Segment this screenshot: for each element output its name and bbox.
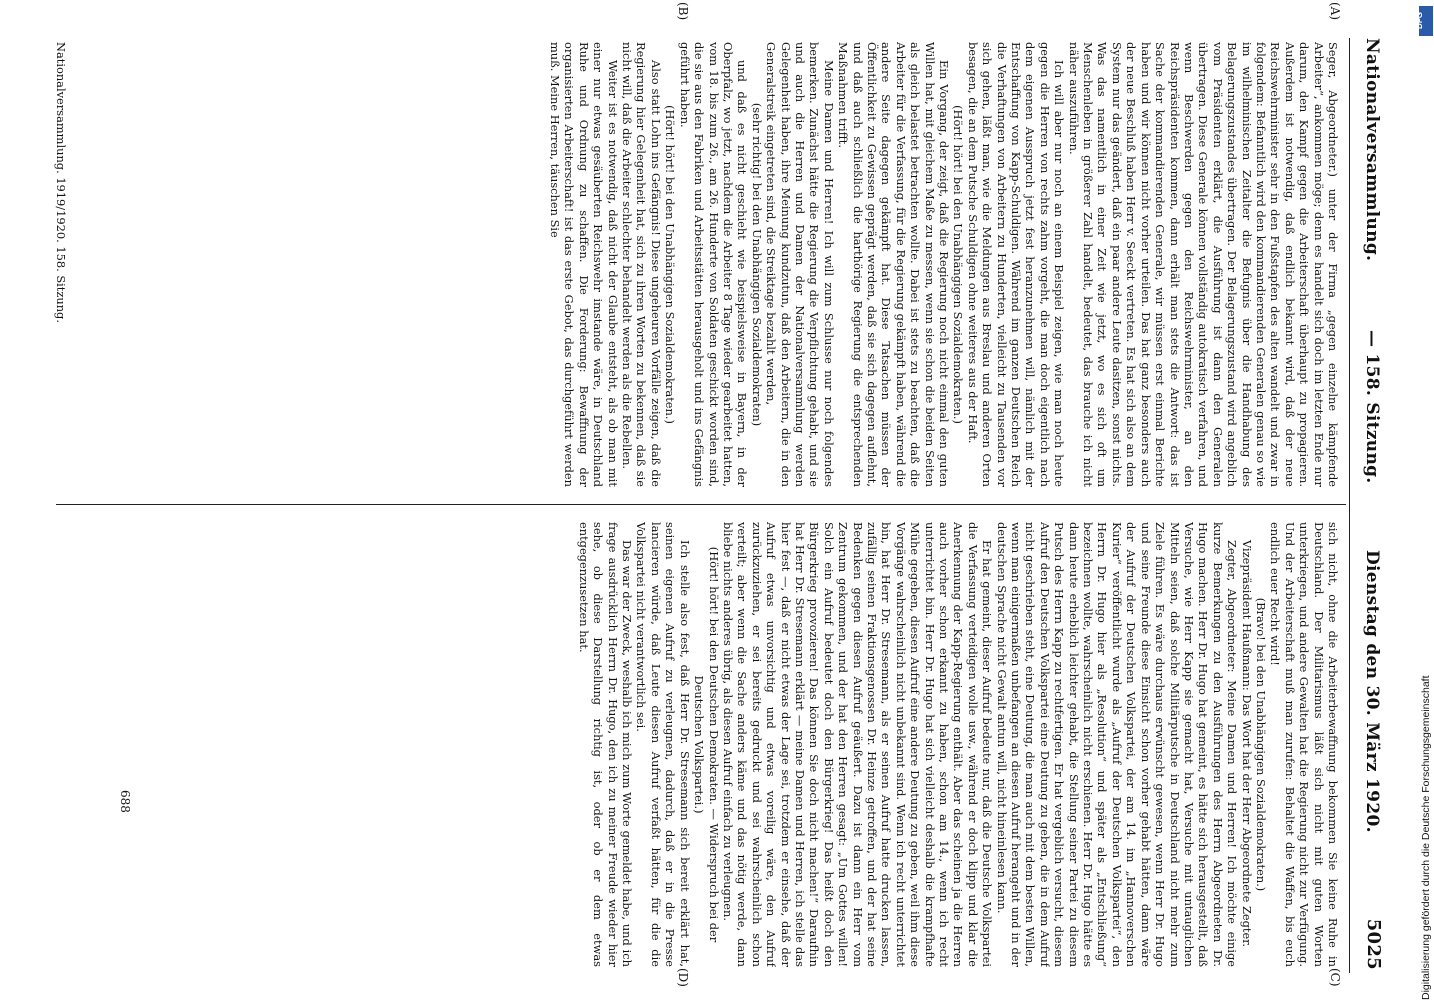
rotated-newspaper-page (50, 2, 1390, 987)
dfg-logo (1414, 6, 1433, 36)
paragraph: Ich will aber nur noch an einem Beispiel zeigen, wie man noch heute gegen die Herren von rechts zahm vorgeht, die man doch eigentlich nach dem eigenen Ausspruch jetzt fest heranzunehmen will, nämlich mit der Entschaffung von Kapp-Schuldigen. Während im ganzen Deutschen Reich die Verhaftungen von Arbeitern zu Hunderten, vielleicht zu Tausenden vor sich gehen, läßt man, wie die Meldungen aus Breslau und anderen Orten besagen, die an dem Putsche Schuldigen ohne weiteres aus der Haft. (965, 42, 1067, 487)
interjection: (Hört! hört! bei den Unabhängigen Sozialdemokraten.) (663, 105, 678, 424)
margin-mark-b: (B) (676, 2, 690, 21)
page-number: 5025 (1363, 918, 1384, 970)
paragraph: Ich stelle also fest, daß Herr Dr. Stresemann sich bereit erklärt hat, seinen eigenen Aufruf zu verleugnen, dadurch, daß er in die Presse lancieren würde, daß Leute diesen Aufruf verfaßt hätten, für die die Volkspartei nicht verantwortlich sei. (634, 522, 692, 967)
paragraph: Meine Damen und Herren! Ich will zum Schlusse nur noch folgendes bemerken. Zunächst hätte die Regierung die Verpflichtung gehabt, und sie und auch die Herren und Damen der Nationalversammlung werden Gelegenheit haben, ihre Meinung kundzutun, daß den Arbeitern, die in den Generalstreik eingetreten sind, die Streiktage bezahlt werden, (764, 42, 836, 487)
left-column (60, 42, 1340, 487)
digitization-note (1418, 0, 1434, 1000)
page-header (1350, 30, 1390, 980)
paragraph: sich nicht, ohne die Arbeiterbewaffnung bekommen Sie keine Ruhe in Deutschland. Der Militarismus läßt sich nicht mit guten Worten unterkriegen, und andere Gewalten hat die Regierung nicht zur Verfügung. Und der Arbeiterschaft muß man zurufen: Behaltet die Waffen, bis euch endlich euer Recht wird! (1268, 522, 1340, 967)
interjection: (Hört! hört! bei den Unabhängigen Sozialdemokraten.) (951, 105, 966, 424)
paragraph: Das war der Zweck, weshalb ich mich zum Worte gemeldet habe, und ich frage ausdrücklich Herrn Dr. Hugo, den ich zu meiner Freude wieder hier sehe, ob diese Darstellung richtig ist, oder ob er dem etwas entgegenzusetzen hat. (576, 522, 635, 967)
header-rule (1349, 38, 1350, 973)
column-divider (56, 504, 1346, 505)
footer-text: Nationalversammlung. 1919/1920. 158. Sitzung. (54, 42, 68, 323)
paragraph: Seger, Abgeordneter.) unter der Firma „gegen einzelne kämpfende Arbeiter“, ankommen möge; denn es handelt sich doch im letzten Ende nur darum, den Kampf gegen die Arbeiterschaft überhaupt zu propagieren. Außerdem ist notwendig, daß endlich bekannt wird, daß der neue Reichswehrminister sehr in den Fußstapfen des alten wandelt und zwar in folgendem: Befanntlich wird den kommandierenden Generalen genau so wie im wilhelminischen Zeitalter die Befugnis über die Handhabung des Belagerungszustandes übertragen. Der Belagerungszustand wird angeblich vom Präsidenten erklärt, die Ausführung ist dann den Generalen übertragen. Diese Generale können vollständig autokratisch verfahren, und wenn Beschwerden gegen den Reichswehrminister, an den Reichspräsidenten kommen, dann erhält man stets die Antwort: das ist Sache der kommandierenden Generale, wir müssen erst einmal Berichte haben und wir können nicht vorher urteilen. Das hat ganz besonders auch der neue Beschluß haben Herr v. Seeckt vertreten. Es hat sich also an dem System nur das geändert, daß ein paar andere Leute dasitzen, sonst nichts. Was das namentlich in einer Zeit wie jetzt, wo es sich oft um Menschenleben in größerer Zahl handelt, bedeutet, das brauche ich nicht näher auszuführen. (1066, 42, 1340, 487)
margin-mark-c: (C) (1328, 968, 1342, 987)
header-mid: — 158. Sitzung. (1362, 330, 1382, 484)
digitization-note-text: Digitalisierung gefördert durch die Deutsche Forschungsgemeinschaft (1420, 675, 1432, 1000)
paragraph: Vizepräsident Haußmann: Das Wort hat der Herr Abgeordnete Zegter. (1239, 540, 1254, 948)
paragraph: Also statt Lohn ins Gefängnis! Diese ungeheuren Vorfälle zeigen, daß die Regierung hier Gelegenheit hat, sich zu ihren Worten zu bekennen, daß sie nicht will, daß die Arbeiter schlechter behandelt werden als die Rebellen. (620, 42, 663, 487)
paragraph: Er hat gemeint, dieser Aufruf bedeute nur, daß die Deutsche Volkspartei die Verfassung verteidigen wolle usw., während er doch klipp und klar die Anerkennung der Kapp-Regierung enthält. Aber das scheinen ja die Herren auch vorher schon erkannt zu haben, schon am 14., wenn ich recht unterrichtet bin. Herr Dr. Hugo hat sich vielleicht deshalb die krampfhafte Mühe gegeben, diesen Aufruf eine andere Deutung zu geben, weil ihm diese Vorgänge wahrscheinlich nicht unbekannt sind. Wenn ich recht unterrichtet bin, hat Herr Dr. Stresemann, als er seinen Aufruf hatte drucken lassen, zufällig seinen Fraktionsgenossen Dr. Heinze getroffen, und der hat seine Bedenken gegen diesen Aufruf geäußert. Dazu ist dann ein Herr vom Zentrum gekommen, und der hat den Herren gesagt: „Um Gottes willen! Solch ein Aufruf bedeutet doch den Bürgerkrieg! Das heißt doch den Bürgerkrieg provozieren! Das können Sie doch nicht machen!“ Daraufhin hat Herr Dr. Stresemann erklärt — meine Damen und Herren, ich stelle das hier fest —, daß er nicht etwas der Lage sei, trotzdem er einsehe, daß der Aufruf etwas unvorsichtig und etwas voreilig wäre, den Aufruf zurückzuziehen, er sei bereits gedruckt und sei wahrscheinlich schon verteilt; aber wenn die Sache anders käme und das nötig werde, dann bliebe nichts anderes übrig, als diesen Aufruf einfach zu verleugnen. (720, 522, 995, 967)
dfg-logo-text: DFG (1414, 12, 1424, 29)
header-left: Nationalversammlung. (1362, 38, 1382, 262)
interjection: (sehr richtig! bei den Unabhängigen Sozialdemokraten) (749, 102, 764, 427)
header-right: Dienstag den 30. März 1920. (1362, 550, 1382, 833)
interjection: (Hört! hört! bei den Deutschen Demokraten. — Widerspruch bei der Deutschen Volkspartei.) (692, 546, 721, 943)
margin-mark-a: (A) (1328, 2, 1342, 21)
paragraph: Ein Vorgang, der zeigt, daß die Regierung noch nicht einmal den guten Willen hat, mit gleichem Maße zu messen, wenn sie schon die beiden Seiten als gleich belastet betrachten wollte. Dabei ist stets zu beachten, daß die Arbeiter für die Verfassung, für die Regierung gekämpft haben, während die andere Seite dagegen gekämpft hat. Diese Tatsachen müssen der Öffentlichkeit zu Gewissen geprägt werden, daß sie sich dagegen auflehnt, und daß auch schließlich die harthörige Regierung die entsprechenden Maßnahmen trifft. (836, 42, 952, 487)
paragraph: Zegter, Abgeordneter: Meine Damen und Herren! Ich möchte einige kurze Bemerkungen zu den Ausführungen des Herrn Abgeordneten Dr. Hugo machen. Herr Dr. Hugo hat gemeint, es hätte sich herausgestellt, daß Versuche, wie Herr Kapp sie gemacht hat, Versuche mit untauglichen Mitteln seien, daß solche Militärputsche in Deutschland nicht mehr zum Ziele führen. Es wäre durchaus erwünscht gewesen, wenn Herr Dr. Hugo und seine Freunde diese Einsicht schon vorher gehabt hätten, dann wäre der Aufruf der Deutschen Volkspartei, der am 14. im „Hannoverschen Kurier“ veröffentlicht wurde als „Aufruf der Deutschen Volkspartei“, den Herrn Dr. Hugo hier als „Resolution“ und später als „Entschließung“ bezeichnen wollte, wahrscheinlich nicht erschienen. Herr Dr. Hugo hätte es dann heute erheblich leichter gehabt, die Stellung seiner Partei zu diesem Putsch des Herrn Kapp zu rechtfertigen. Er hat vergeblich versucht, diesem Aufruf den Deutschen Volkspartei eine Deutung zu geben, die in dem Aufruf nicht geschrieben steht, eine Deutung, die man auch mit dem besten Willen, wenn man einigermaßen unbefangen an diesen Aufruf herangeht und in der deutschen Sprache nicht Gewalt antun will, nicht hineinlesen kann. (994, 522, 1240, 967)
margin-mark-d: (D) (676, 968, 690, 987)
right-column (60, 522, 1340, 967)
paragraph: Weiter ist es notwendig, daß nicht der Glaube entsteht, als ob man mit einer nur etwas gesäuberten Reichswehr imstande wäre, in Deutschland Ruhe und Ordnung zu schaffen. Die Forderung: Bewaffnung der organisierten Arbeiterschaft! ist das erste Gebot, das durchgeführt werden muß. Meine Herren, täuschen Sie (548, 42, 620, 487)
interjection: (Bravo! bei den Unabhängigen Sozialdemokraten.) (1253, 597, 1268, 892)
paragraph: und daß es nicht geschieht wie beispielsweise in Bayern, in der Oberpfalz, wo jetzt, nachdem die Arbeiter 8 Tage wieder gearbeitet hatten, vom 18. bis zum 26., am 26. Hunderte von Soldaten geschickt worden sind, die sie aus den Fabriken und Arbeitsstätten herausgeholt und ins Gefängnis geführt haben. (677, 42, 750, 487)
footer-page-code: 688 (118, 790, 132, 813)
